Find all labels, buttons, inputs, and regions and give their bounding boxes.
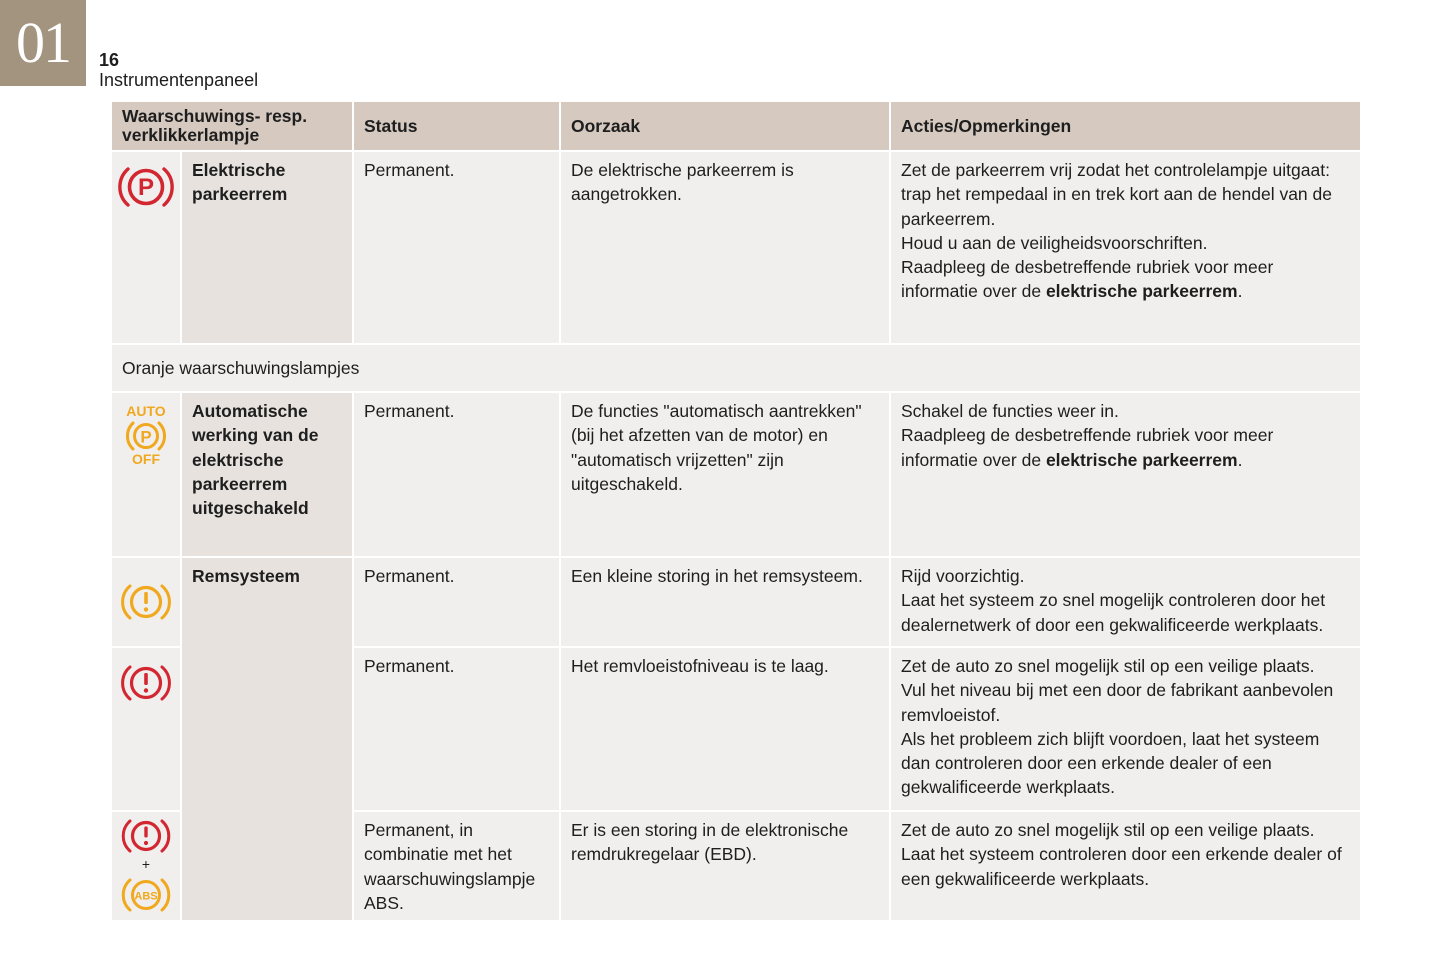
brake-row1-cause: Een kleine storing in het remsysteem.	[561, 558, 889, 646]
column-header-warning-lamp: Waarschuwings- resp. verklikkerlampje	[112, 102, 352, 150]
parking-brake-status: Permanent.	[354, 152, 559, 343]
column-header-status: Status	[354, 102, 559, 150]
column-header-actions: Acties/Opmerkingen	[891, 102, 1360, 150]
auto-parking-brake-name: Automatische werking van de elektrische parkeerrem uitgeschakeld	[182, 393, 352, 556]
brake-warning-orange-icon	[112, 558, 180, 646]
svg-text:P: P	[140, 427, 152, 447]
brake-row2-status: Permanent.	[354, 648, 559, 810]
column-header-cause: Oorzaak	[561, 102, 889, 150]
brake-ebd-combined-icon	[112, 812, 180, 920]
brake-row3-actions	[891, 812, 1360, 920]
brake-row3-action-2: Laat het systeem controleren door een erkende dealer of een gekwalificeerde werkplaats.	[901, 844, 1342, 889]
brake-warning-red-icon	[112, 648, 180, 810]
brake-row3-action-1: Zet de auto zo snel mogelijk stil op een veilige plaats.	[901, 820, 1315, 840]
brake-row1-status: Permanent.	[354, 558, 559, 646]
warning-lamps-table	[112, 102, 1360, 920]
brake-row2-cause: Het remvloeistofniveau is te laag.	[561, 648, 889, 810]
auto-parking-brake-action-2: Raadpleeg de desbetreffende rubriek voor meer informatie over de elektrische parkeerrem.	[901, 425, 1274, 470]
svg-text:ABS: ABS	[134, 890, 158, 903]
abs-orange-icon	[123, 880, 169, 910]
svg-text:OFF: OFF	[132, 451, 160, 467]
parking-brake-action-1: Zet de parkeerrem vrij zodat het controlelampje uitgaat: trap het rempedaal in en trek kort aan de hendel van de parkeerrem.	[901, 160, 1332, 229]
section-title: Instrumentenpaneel	[99, 70, 259, 90]
auto-parking-brake-action-1: Schakel de functies weer in.	[901, 401, 1119, 421]
brake-row1-actions	[891, 558, 1360, 646]
auto-parking-brake-icon	[112, 393, 180, 556]
orange-section-label: Oranje waarschuwingslampjes	[112, 345, 1360, 391]
auto-parking-brake-actions	[891, 393, 1360, 556]
auto-parking-brake-cause: De functies "automatisch aantrekken" (bij het afzetten van de motor) en "automatisch vrijzetten" zijn uitgeschakeld.	[561, 393, 889, 556]
plus-sign: +	[141, 856, 151, 872]
parking-brake-red-icon	[112, 152, 180, 343]
brake-row1-action-2: Laat het systeem zo snel mogelijk controleren door het dealernetwerk of door een gekwalificeerde werkplaats.	[901, 590, 1326, 635]
brake-row3-status: Permanent, in combinatie met het waarschuwingslampje ABS.	[354, 812, 559, 920]
brake-row2-actions	[891, 648, 1360, 810]
brake-row1-action-1: Rijd voorzichtig.	[901, 566, 1025, 586]
parking-brake-actions	[891, 152, 1360, 343]
svg-text:AUTO: AUTO	[126, 403, 166, 419]
brake-row3-cause: Er is een storing in de elektronische remdrukregelaar (EBD).	[561, 812, 889, 920]
page-number: 16	[99, 50, 120, 70]
parking-brake-name: Elektrische parkeerrem	[182, 152, 352, 343]
braking-system-name: Remsysteem	[182, 558, 352, 920]
brake-row2-action-3: Als het probleem zich blijft voordoen, laat het systeem dan controleren door een erkende dealer of een gekwalificeerde werkplaats.	[901, 728, 1320, 798]
svg-text:P: P	[137, 174, 155, 201]
brake-row2-action-2: Vul het niveau bij met een door de fabrikant aanbevolen remvloeistof.	[901, 680, 1334, 725]
brake-warning-red-small-icon	[123, 821, 169, 851]
chapter-tab: 01	[0, 0, 86, 86]
parking-brake-action-3: Raadpleeg de desbetreffende rubriek voor meer informatie over de elektrische parkeerrem.	[901, 257, 1274, 302]
brake-row2-action-1: Zet de auto zo snel mogelijk stil op een veilige plaats.	[901, 656, 1315, 676]
parking-brake-action-2: Houd u aan de veiligheidsvoorschriften.	[901, 232, 1208, 253]
auto-parking-brake-status: Permanent.	[354, 393, 559, 556]
parking-brake-cause: De elektrische parkeerrem is aangetrokken.	[561, 152, 889, 343]
